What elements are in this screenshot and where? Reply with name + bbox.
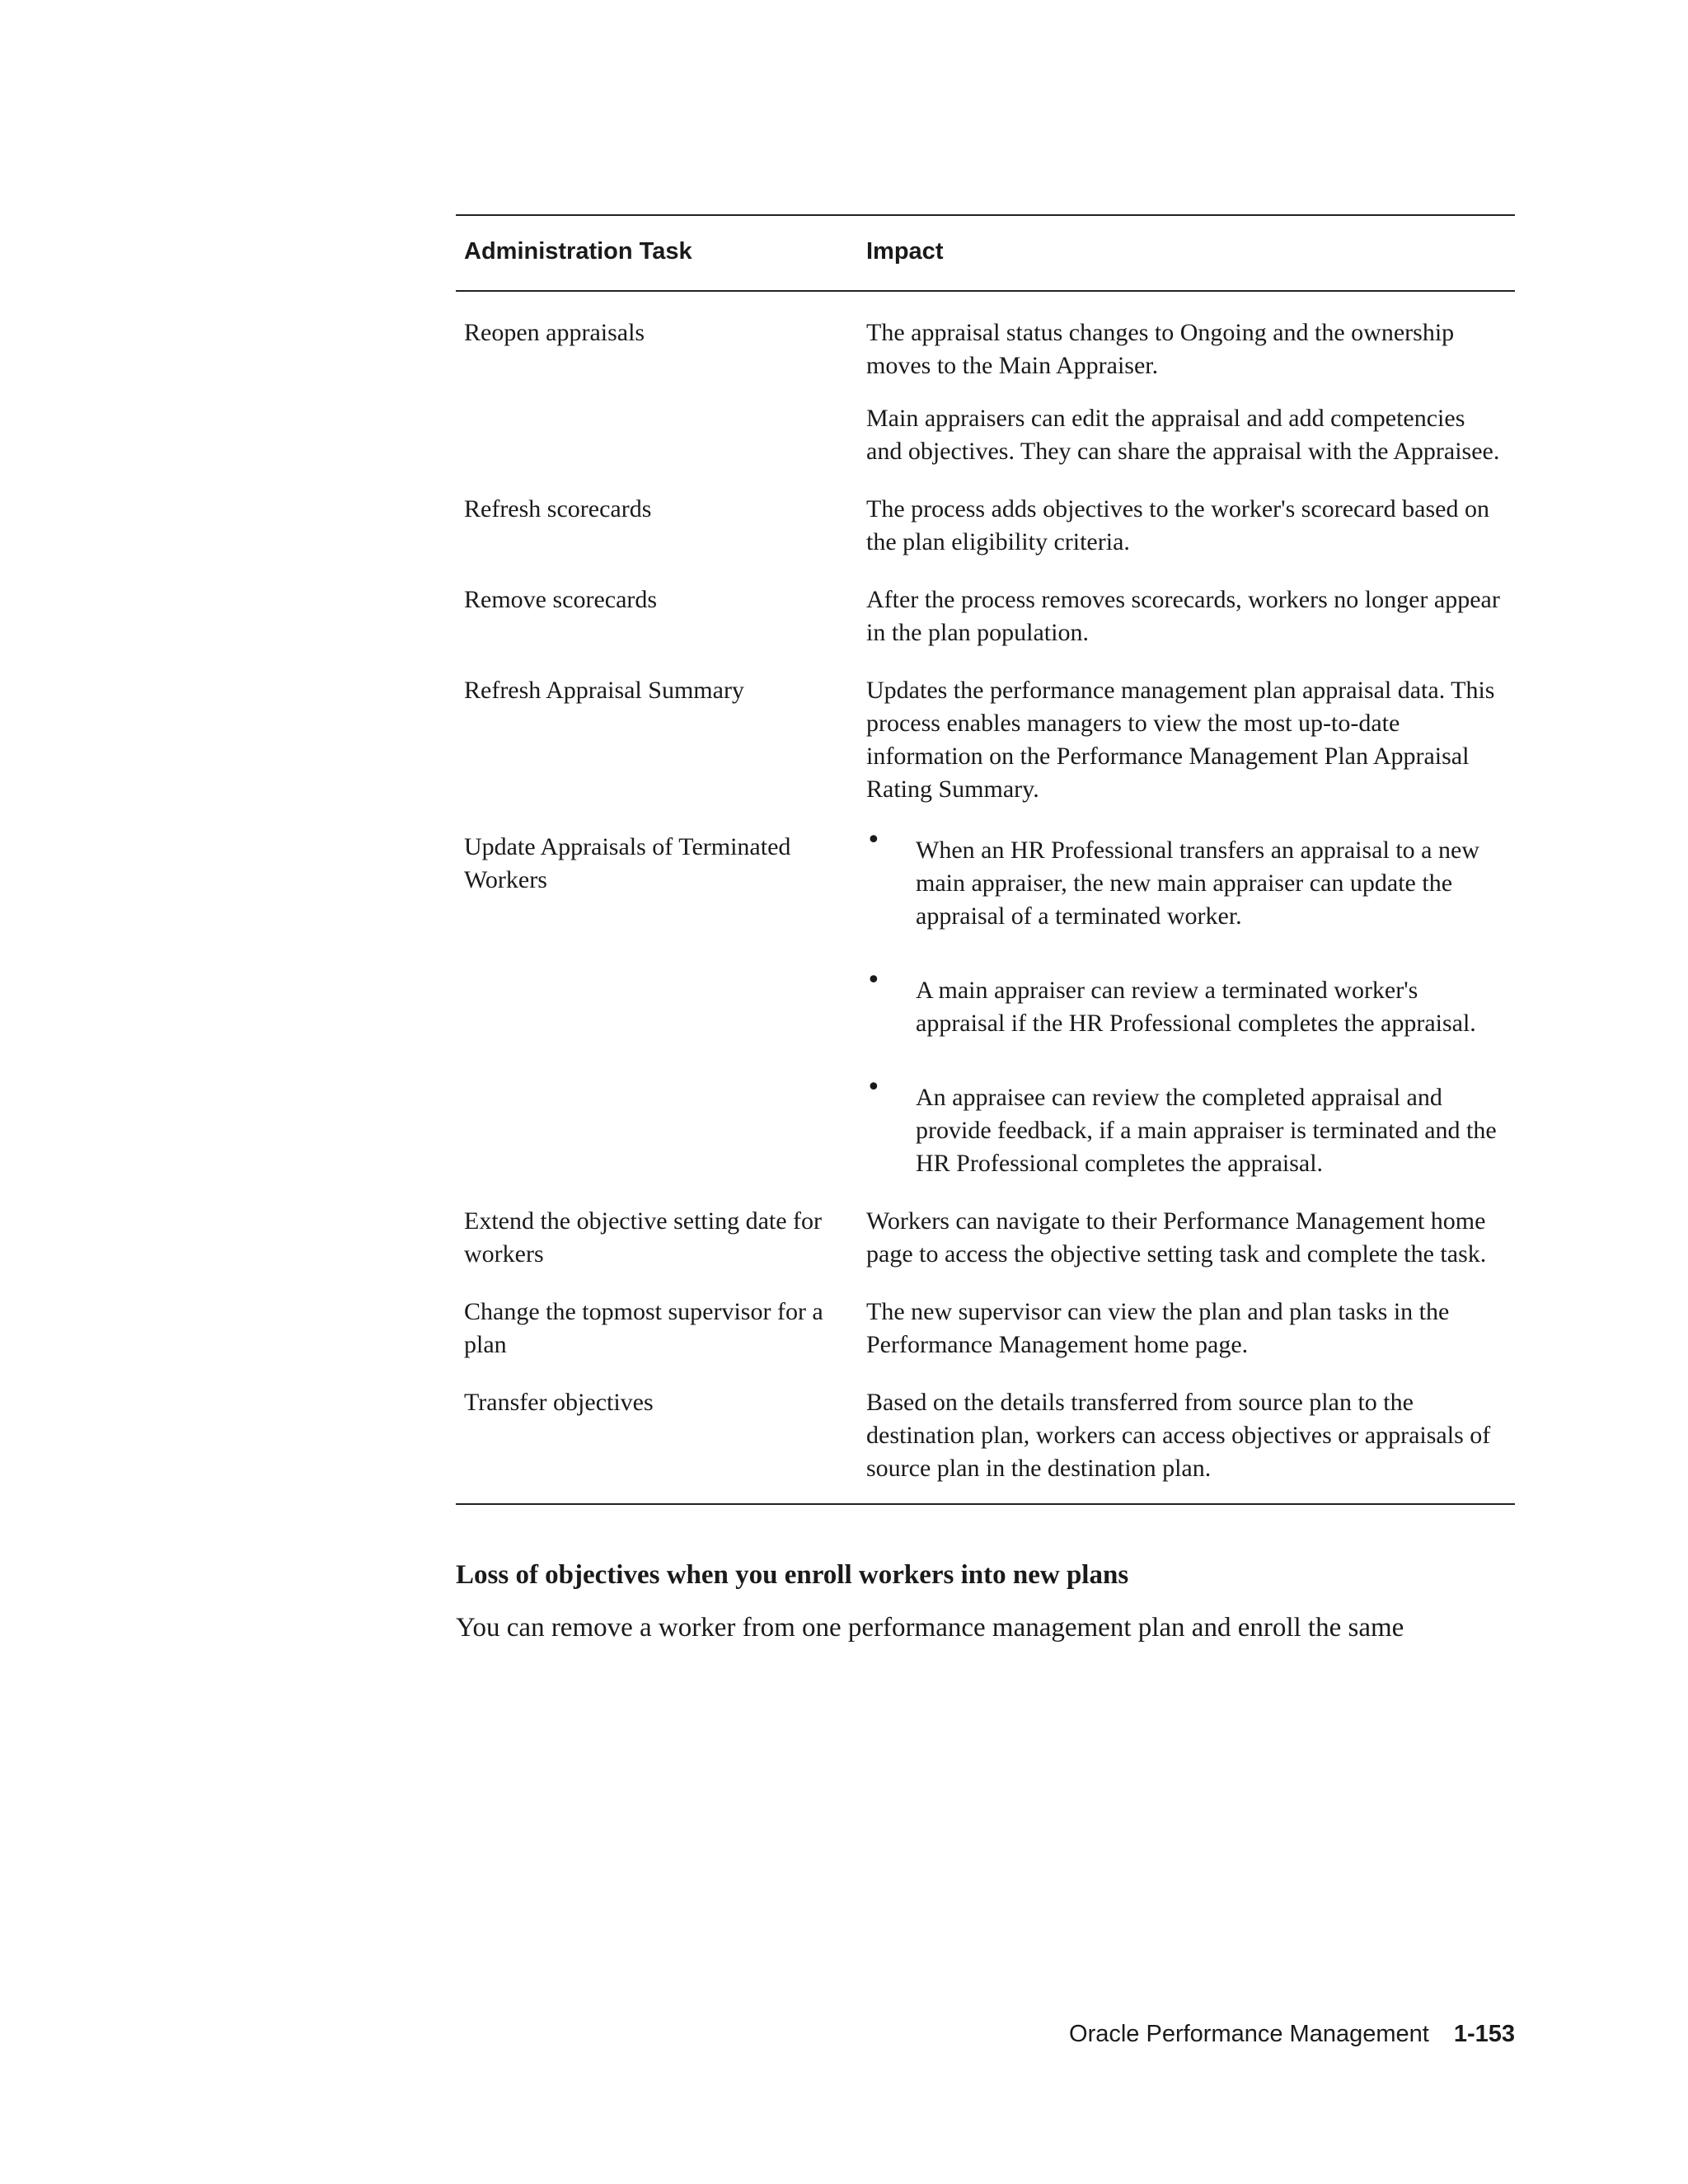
- task-cell: Update Appraisals of Terminated Workers: [464, 833, 791, 893]
- table-row: [456, 1271, 1515, 1361]
- task-cell: Transfer objectives: [464, 1389, 654, 1416]
- impact-paragraph: Updates the performance management plan appraisal data. This process enables managers to view the most up-to-date information on the Performance Management Plan Appraisal Rating Summary.: [866, 677, 1495, 803]
- list-item: [866, 966, 1507, 1040]
- table-row: [456, 1361, 1515, 1504]
- list-item: [866, 1073, 1507, 1180]
- list-item: [866, 826, 1507, 933]
- impact-paragraph: After the process removes scorecards, workers no longer appear in the plan population.: [866, 586, 1500, 646]
- table-row: [456, 806, 1515, 1180]
- bullet-text: An appraisee can review the completed appraisal and provide feedback, if a main appraiser is terminated and the HR Professional completes the appraisal.: [916, 1084, 1497, 1177]
- bullet-icon: •: [866, 1073, 881, 1102]
- task-cell: Remove scorecards: [464, 586, 658, 613]
- footer-title: Oracle Performance Management: [1069, 2021, 1429, 2047]
- task-cell: Refresh scorecards: [464, 495, 652, 523]
- task-cell: Extend the objective setting date for workers: [464, 1207, 823, 1268]
- task-cell: Reopen appraisals: [464, 319, 645, 346]
- impact-paragraph: The appraisal status changes to Ongoing and the ownership moves to the Main Appraiser.: [866, 319, 1455, 379]
- table-row: [456, 559, 1515, 649]
- impact-cell: [858, 806, 1515, 1180]
- impact-cell: [858, 1180, 1515, 1271]
- table-row: [456, 468, 1515, 559]
- task-cell: Refresh Appraisal Summary: [464, 677, 744, 704]
- table-header-row: [456, 215, 1515, 291]
- bullet-icon: •: [866, 826, 881, 855]
- impact-paragraph: Main appraisers can edit the appraisal and add competencies and objectives. They can share the appraisal with the Appraisee.: [866, 405, 1500, 465]
- impact-paragraph: Workers can navigate to their Performance Management home page to access the objective setting task and complete the task.: [866, 1207, 1487, 1268]
- header-administration-task: Administration Task: [464, 238, 692, 265]
- bullet-text: A main appraiser can review a terminated worker's appraisal if the HR Professional completes the appraisal.: [916, 977, 1476, 1037]
- table-row: [456, 291, 1515, 468]
- page-footer: [1069, 2021, 1515, 2048]
- impact-cell: [858, 1361, 1515, 1504]
- impact-cell: [858, 649, 1515, 806]
- impact-cell: [858, 559, 1515, 649]
- table-row: [456, 1180, 1515, 1271]
- section-heading: Loss of objectives when you enroll workers into new plans: [456, 1560, 1129, 1590]
- impact-cell: [858, 468, 1515, 559]
- bullet-text: When an HR Professional transfers an appraisal to a new main appraiser, the new main appraiser can update the appraisal of a terminated worker.: [916, 837, 1479, 930]
- impact-paragraph: The process adds objectives to the worker's scorecard based on the plan eligibility criteria.: [866, 495, 1489, 555]
- impact-paragraph: Based on the details transferred from source plan to the destination plan, workers can access objectives or appraisals of source plan in the destination plan.: [866, 1389, 1491, 1482]
- section-body-text: You can remove a worker from one performance management plan and enroll the same: [456, 1613, 1404, 1643]
- impact-paragraph: The new supervisor can view the plan and plan tasks in the Performance Management home page.: [866, 1298, 1450, 1358]
- page-number: 1-153: [1453, 2021, 1515, 2047]
- impact-cell: [858, 291, 1515, 468]
- header-impact: Impact: [866, 238, 944, 265]
- table-row: [456, 649, 1515, 806]
- page-content: [456, 214, 1515, 1645]
- task-cell: Change the topmost supervisor for a plan: [464, 1298, 823, 1358]
- impact-bullet-list: [866, 826, 1507, 1180]
- impact-cell: [858, 1271, 1515, 1361]
- bullet-icon: •: [866, 966, 881, 995]
- administration-task-table: [456, 214, 1515, 1505]
